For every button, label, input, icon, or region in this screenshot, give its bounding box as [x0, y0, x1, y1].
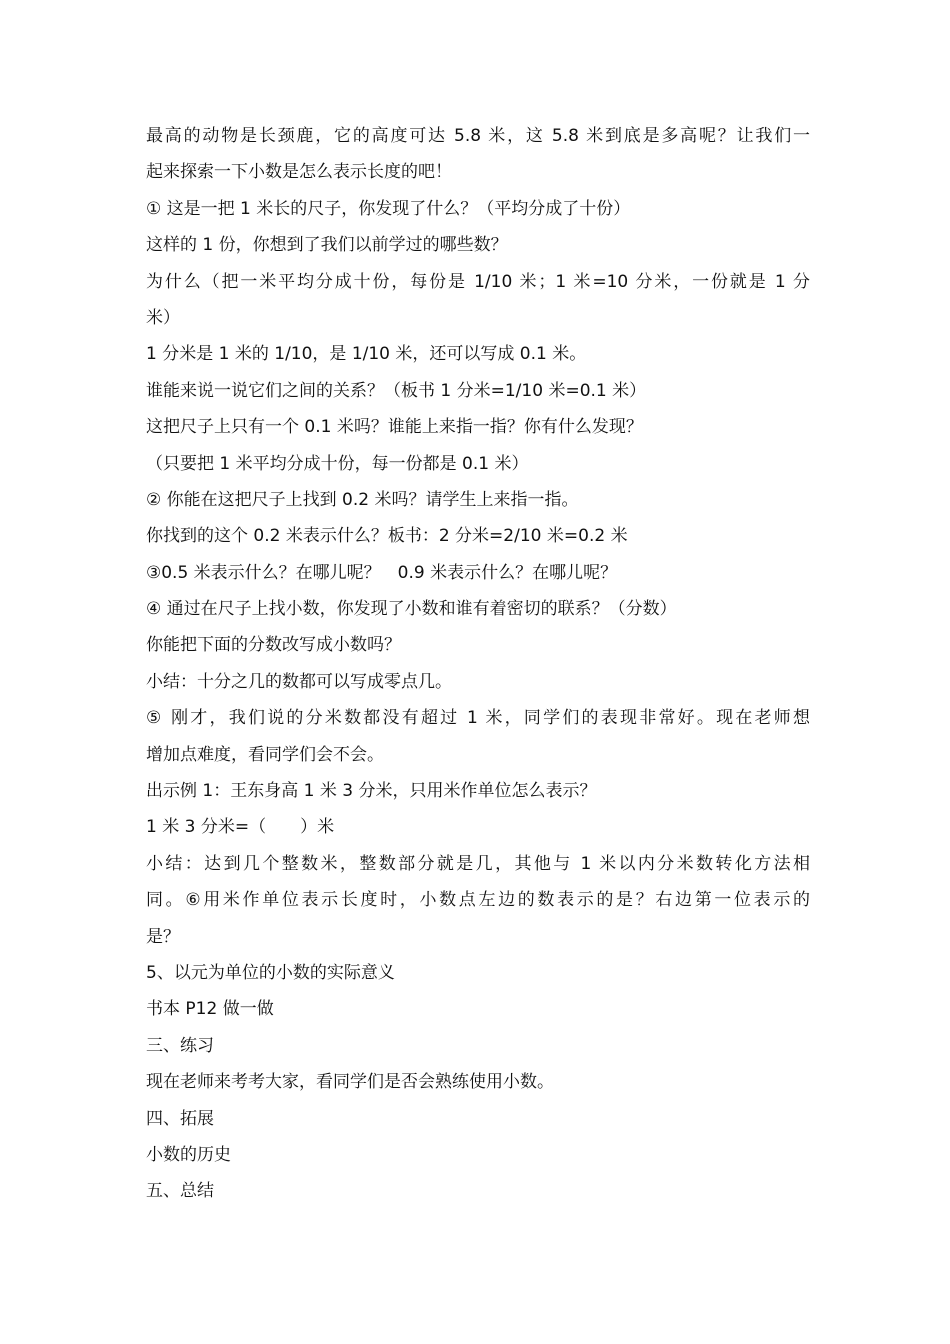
paragraph-line: 你能把下面的分数改写成小数吗？	[146, 635, 401, 656]
paragraph-line: 1 分米是 1 米的 1/10，是 1/10 米，还可以写成 0.1 米。	[146, 344, 587, 365]
paragraph-line: 现在老师来考考大家，看同学们是否会熟练使用小数。	[146, 1072, 554, 1093]
paragraph-line: 你找到的这个 0.2 米表示什么？板书：2 分米=2/10 米=0.2 米	[146, 526, 628, 547]
paragraph-line: 是？	[146, 926, 180, 947]
section-heading: 三、练习	[146, 1035, 214, 1056]
paragraph-line: 米）	[146, 307, 180, 328]
paragraph-line: 书本 P12 做一做	[146, 999, 274, 1020]
paragraph-line: 这样的 1 份，你想到了我们以前学过的哪些数？	[146, 235, 508, 256]
paragraph-line: ④ 通过在尺子上找小数，你发现了小数和谁有着密切的联系？（分数）	[146, 599, 677, 620]
paragraph-line: （只要把 1 米平均分成十份，每一份都是 0.1 米）	[146, 453, 529, 474]
paragraph-line: ③0.5 米表示什么？在哪儿呢？ 0.9 米表示什么？在哪儿呢？	[146, 562, 618, 583]
paragraph-line: 小结：十分之几的数都可以写成零点几。	[146, 671, 452, 692]
paragraph-line: 增加点难度，看同学们会不会。	[146, 744, 384, 765]
paragraph-line: 同。⑥用米作单位表示长度时，小数点左边的数表示的是？右边第一位表示的	[146, 890, 810, 911]
paragraph-line: 小数的历史	[146, 1144, 231, 1165]
paragraph-line: 这把尺子上只有一个 0.1 米吗？谁能上来指一指？你有什么发现？	[146, 417, 643, 438]
paragraph-line: ② 你能在这把尺子上找到 0.2 米吗？请学生上来指一指。	[146, 489, 579, 510]
paragraph-line: 起来探索一下小数是怎么表示长度的吧！	[146, 162, 452, 183]
section-heading: 四、拓展	[146, 1108, 214, 1129]
paragraph-line: ⑤ 刚才，我们说的分米数都没有超过 1 米，同学们的表现非常好。现在老师想	[146, 708, 810, 729]
paragraph-line: 最高的动物是长颈鹿，它的高度可达 5.8 米，这 5.8 米到底是多高呢？让我们一	[146, 126, 810, 146]
section-heading: 五、总结	[146, 1181, 214, 1202]
document-body	[146, 118, 810, 1210]
section-heading: 5、以元为单位的小数的实际意义	[146, 962, 395, 983]
paragraph-line: 谁能来说一说它们之间的关系？（板书 1 分米=1/10 米=0.1 米）	[146, 380, 647, 401]
paragraph-line: 小结：达到几个整数米，整数部分就是几，其他与 1 米以内分米数转化方法相	[146, 853, 810, 874]
paragraph-line: ① 这是一把 1 米长的尺子，你发现了什么？（平均分成了十份）	[146, 198, 631, 219]
paragraph-line: 出示例 1：王东身高 1 米 3 分米，只用米作单位怎么表示？	[146, 781, 597, 802]
paragraph-line: 1 米 3 分米=（ ）米	[146, 817, 335, 838]
paragraph-line: 为什么（把一米平均分成十份，每份是 1/10 米；1 米=10 分米，一份就是 1 分	[146, 271, 810, 292]
